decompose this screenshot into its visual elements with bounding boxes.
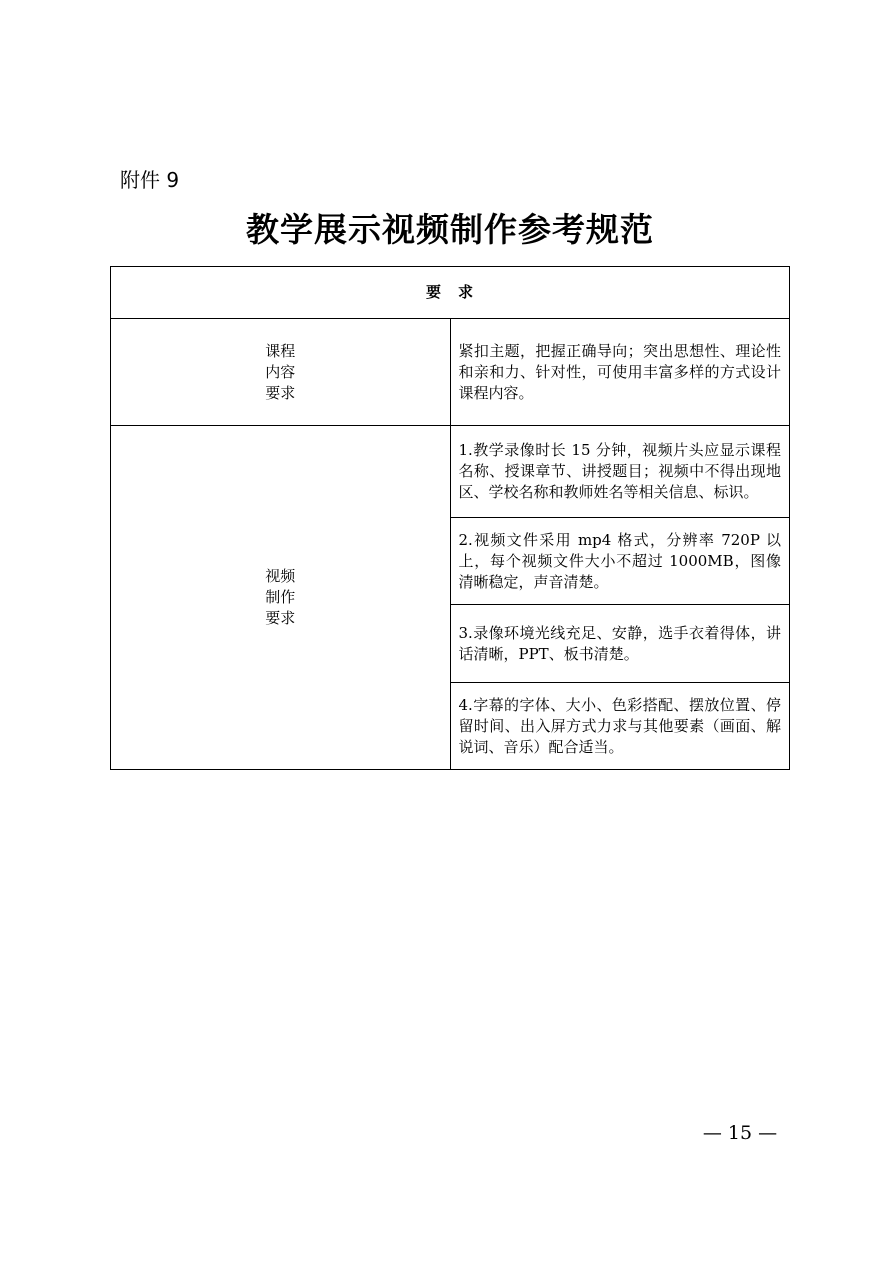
category-line: 要求 — [265, 609, 296, 627]
course-requirement-text: 紧扣主题，把握正确导向；突出思想性、理论性和亲和力、针对性，可使用丰富多样的方式设计课程内容。 — [450, 319, 790, 426]
category-line: 要求 — [265, 383, 296, 402]
table-header-row — [111, 267, 790, 319]
video-requirement-4: 4.字幕的字体、大小、色彩搭配、摆放位置、停留时间、出入屏方式力求与其他要素（画面、解说词、音乐）配合适当。 — [450, 683, 790, 770]
requirements-header: 要 求 — [111, 267, 790, 319]
category-course-content — [111, 319, 451, 426]
category-line: 课程 — [265, 341, 296, 360]
category-line: 视频 — [265, 567, 296, 585]
category-video-production — [111, 426, 451, 770]
document-title: 教学展示视频制作参考规范 — [246, 210, 654, 249]
video-requirement-2: 2.视频文件采用 mp4 格式，分辨率 720P 以上，每个视频文件大小不超过 1000MB，图像清晰稳定，声音清楚。 — [450, 518, 790, 605]
page-number: — 15 — — [702, 1122, 778, 1144]
video-requirement-3: 3.录像环境光线充足、安静，选手衣着得体，讲话清晰，PPT、板书清楚。 — [450, 605, 790, 683]
category-line: 制作 — [265, 588, 296, 606]
category-line: 内容 — [265, 362, 296, 381]
specification-table — [110, 266, 790, 770]
video-requirement-1: 1.教学录像时长 15 分钟，视频片头应显示课程名称、授课章节、讲授题目；视频中不得出现地区、学校名称和教师姓名等相关信息、标识。 — [450, 426, 790, 518]
table-row-video-1 — [111, 426, 790, 518]
attachment-label: 附件 9 — [120, 168, 180, 192]
table-row-course — [111, 319, 790, 426]
